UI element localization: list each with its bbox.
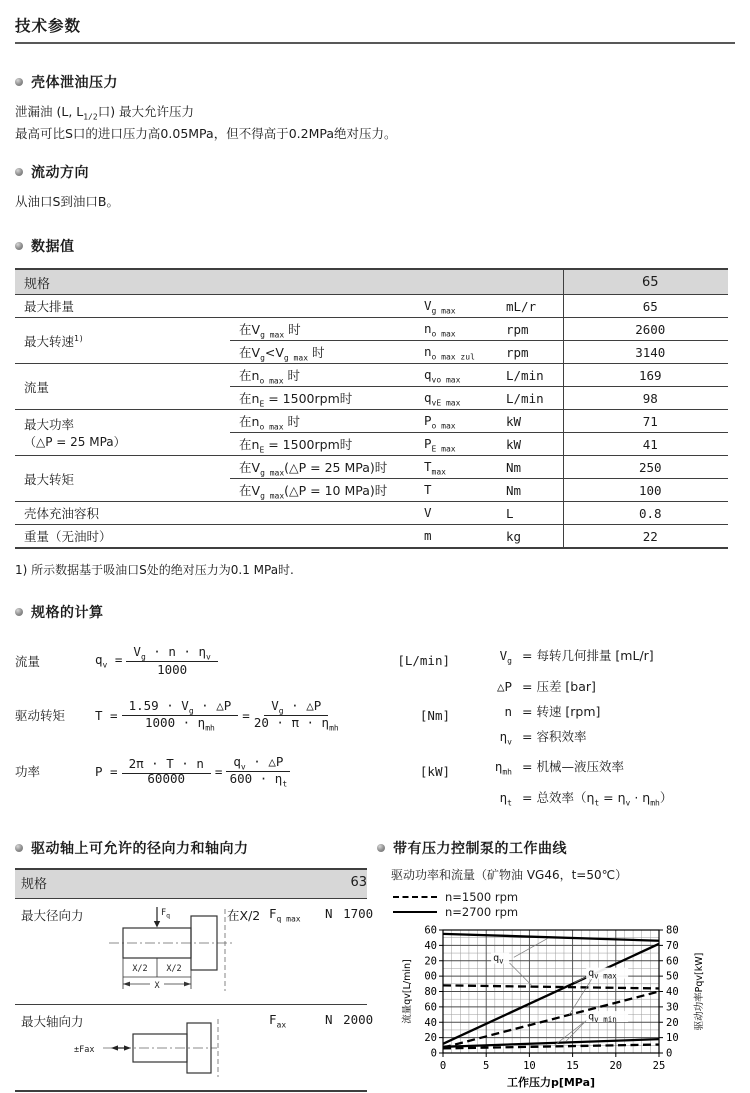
data-values-table: [15, 268, 728, 549]
bullet-icon: [377, 844, 385, 852]
bullet-icon: [15, 78, 23, 86]
svg-text:00: 00: [424, 970, 437, 983]
svg-text:60: 60: [424, 1001, 437, 1014]
svg-text:20: 20: [424, 1032, 437, 1045]
dim-x2-left: X/2: [132, 964, 148, 975]
unit-cell: rpm: [497, 341, 563, 364]
bullet-icon: [15, 168, 23, 176]
unit-cell: Nm: [497, 479, 563, 502]
condition-cell: 在$n_{o max}$ 时: [230, 364, 415, 387]
unit-cell: L/min: [497, 364, 563, 387]
table-footnote: 1) 所示数据基于吸油口S处的绝对压力为0.1 MPa时.: [15, 563, 294, 578]
fq-arrowhead: [154, 921, 160, 928]
unit-cell: kW: [497, 433, 563, 456]
drain-line1-post: 口) 最大允许压力: [97, 104, 195, 119]
table-row: [15, 456, 728, 479]
param-cell: 最大径向力: [15, 899, 105, 1005]
value-cell: 2600: [563, 318, 728, 341]
svg-text:60: 60: [666, 955, 679, 968]
svg-text:15: 15: [566, 1060, 579, 1073]
table-row: [15, 364, 728, 387]
bullet-icon: [15, 844, 23, 852]
section-heading: 带有压力控制泵的工作曲线: [393, 841, 567, 858]
definition-row: $\eta_v$ = 容积效率: [499, 728, 587, 747]
value-cell: 250: [563, 456, 728, 479]
drain-line2: 最高可比S口的进口压力高0.05MPa，但不得高于0.2MPa绝对压力。: [15, 126, 397, 142]
value-cell: 71: [563, 410, 728, 433]
svg-text:20: 20: [666, 1017, 679, 1030]
table-row: [15, 410, 728, 433]
svg-text:80: 80: [666, 924, 679, 937]
drain-line1-sub: 1/2: [83, 112, 98, 122]
header-size-value: 65: [563, 269, 728, 295]
param-cell: 重量（无油时）: [15, 525, 415, 549]
value-cell: 3140: [563, 341, 728, 364]
axial-diagram-cell: [74, 1005, 221, 1092]
definition-row: $\eta_{mh}$ = 机械—液压效率: [494, 759, 624, 777]
svg-text:qv: $q_v$: [493, 953, 504, 966]
legend-item: [393, 889, 735, 904]
condition-cell: 在$n_E = 1500rpm$时: [230, 433, 415, 456]
param-cell: 壳体充油容积: [15, 502, 415, 525]
condition-cell: 在X/2: [221, 899, 263, 1005]
fq-label: $F_q$: [161, 908, 171, 920]
condition-cell: 在$n_E = 1500rpm$时: [230, 387, 415, 410]
section-heading: 驱动轴上可允许的径向力和轴向力: [31, 841, 249, 858]
legend-label: n=1500 rpm: [445, 889, 519, 904]
param-cell: 最大转速$^{1)}$: [15, 318, 230, 364]
unit-cell: L/min: [497, 387, 563, 410]
symbol-cell: V: [415, 502, 497, 525]
svg-text:25: 25: [652, 1060, 666, 1073]
symbol-cell: $q_{vo max}$: [415, 364, 497, 387]
definition-row: $V_g$ = 每转几何排量 [mL/r]: [499, 648, 654, 666]
value-cell: 1700: [337, 899, 367, 1005]
flow-direction-text: 从油口S到油口B。: [15, 194, 120, 210]
definition-row: △P = 压差 [bar]: [496, 678, 596, 694]
unit-cell: mL/r: [497, 295, 563, 318]
svg-text:10: 10: [666, 1032, 679, 1045]
table-row: [15, 525, 728, 549]
svg-text:工作压力p[MPa]: 工作压力p[MPa]: [506, 1076, 596, 1090]
section-heading: 数据值: [31, 239, 75, 256]
table-row: [15, 899, 367, 1005]
formula-unit: [kW]: [419, 763, 450, 779]
definition-row: n = 转速 [rpm]: [504, 703, 601, 719]
value-cell: 22: [563, 525, 728, 549]
section-calculation: [15, 602, 735, 622]
calculation-block: [15, 644, 735, 820]
table-row: [15, 502, 728, 525]
svg-text:40: 40: [666, 986, 679, 999]
table-row: [15, 295, 728, 318]
unit-cell: kW: [497, 410, 563, 433]
unit-cell: rpm: [497, 318, 563, 341]
table-header-row: [15, 869, 367, 899]
condition-cell: 在$V_{g max}$ 时: [230, 318, 415, 341]
symbol-cell: $n_{o max}$: [415, 318, 497, 341]
curves-column: [377, 838, 735, 1093]
unit-cell: Nm: [497, 456, 563, 479]
legend-solid-sample: [393, 911, 437, 913]
formula-unit: [Nm]: [419, 707, 450, 723]
dim-x: X: [154, 981, 160, 992]
section-curves: [377, 838, 735, 858]
section-heading: 规格的计算: [31, 605, 104, 622]
formula-power: 功率 P = 2π · T · n 60000 = $\frac{q_v \cdot \triangle P}{600 \cdot \eta_t}$ [kW]: [15, 753, 450, 789]
condition-cell: 在$V_g<V_{g max}$ 时: [230, 341, 415, 364]
chart-subtitle: 驱动功率和流量（矿物油 VG46，t=50℃）: [391, 868, 628, 883]
bullet-icon: [15, 242, 23, 250]
svg-text:驱动功率Pqv[kW]: 驱动功率Pqv[kW]: [694, 952, 705, 1031]
header-size-value: 63: [337, 869, 367, 899]
table-row: [15, 318, 728, 341]
drain-text: [15, 102, 735, 144]
axial-force-diagram: [73, 1017, 223, 1081]
header-label: 规格: [15, 869, 337, 899]
title-rule: [15, 42, 735, 44]
section-heading: 壳体泄油压力: [31, 75, 118, 91]
unit-cell: kg: [497, 525, 563, 549]
svg-text:qv min: $q_{v min}$: [588, 1011, 617, 1025]
formula-flow: 流量 $q_v$ = $\frac{V_g \cdot n \cdot \eta_v}{1000}$ [L/min]: [15, 644, 450, 677]
bottom-area: [15, 838, 735, 1093]
value-cell: 65: [563, 295, 728, 318]
section-data-values: [15, 236, 735, 256]
drain-line1: 泄漏油 (L, L: [15, 104, 84, 119]
shaft-forces-table: [15, 868, 374, 1092]
value-cell: 0.8: [563, 502, 728, 525]
svg-text:50: 50: [666, 970, 679, 983]
header-label: 规格: [15, 269, 563, 295]
shaft-forces-column: [15, 838, 377, 1093]
symbol-cell: $n_{o max zul}$: [415, 341, 497, 364]
symbol-cell: $T_{max}$: [415, 456, 497, 479]
symbol-cell: $P_{o max}$: [415, 410, 497, 433]
section-flow-direction: [15, 162, 735, 182]
svg-text:80: 80: [424, 986, 437, 999]
value-cell: 100: [563, 479, 728, 502]
symbol-cell: $P_{E max}$: [415, 433, 497, 456]
svg-text:0: 0: [430, 1047, 437, 1060]
param-cell: 流量: [15, 364, 230, 410]
svg-text:70: 70: [666, 940, 679, 953]
table-header-row: [15, 269, 728, 295]
svg-text:40: 40: [424, 1017, 437, 1030]
condition-cell: 在$n_{o max}$ 时: [230, 410, 415, 433]
symbol-cell: T: [415, 479, 497, 502]
svg-text:qv max: $q_{v max}$: [588, 968, 617, 981]
radial-force-diagram: [105, 903, 239, 997]
param-cell: 最大轴向力: [21, 1014, 84, 1030]
unit-cell: N: [319, 899, 337, 1005]
param-cell: 最大功率 （△P = 25 MPa）: [15, 410, 230, 456]
value-cell: 41: [563, 433, 728, 456]
page-title: 技术参数: [15, 17, 82, 35]
condition-cell: [221, 1005, 263, 1092]
value-cell: 98: [563, 387, 728, 410]
fax-label: ±Fax: [74, 1045, 95, 1056]
pump-curves-chart: [397, 921, 719, 1093]
condition-cell: [230, 295, 415, 318]
table-row: [15, 1005, 367, 1092]
value-cell: 169: [563, 364, 728, 387]
condition-cell: 在$V_{g max}(\triangle P = 25$ MPa)时: [230, 456, 415, 479]
definition-row: $\eta_t$ = 总效率$(\eta_t = \eta_v \cdot \eta_{mh})$: [499, 789, 673, 808]
formula-unit: [L/min]: [397, 653, 450, 669]
symbol-cell: $V_{g max}$: [415, 295, 497, 318]
svg-text:20: 20: [609, 1060, 623, 1073]
svg-text:流量qv[L/min]: 流量qv[L/min]: [402, 959, 413, 1025]
value-cell: 2000: [343, 1012, 374, 1028]
chart-legend: [393, 889, 735, 919]
condition-cell: 在$V_{g max}(\triangle P = 10$ MPa)时: [230, 479, 415, 502]
formulas: [15, 644, 450, 820]
svg-text:0: 0: [666, 1047, 673, 1060]
legend-dashed-sample: [393, 896, 437, 898]
section-heading: 流动方向: [31, 165, 89, 182]
svg-text:30: 30: [666, 1001, 679, 1014]
svg-text:5: 5: [483, 1060, 490, 1073]
dim-x2-right: X/2: [166, 964, 182, 975]
symbol-cell: m: [415, 525, 497, 549]
unit-cell: N: [325, 1012, 333, 1028]
svg-text:10: 10: [523, 1060, 536, 1073]
svg-text:20: 20: [424, 955, 437, 968]
svg-text:0: 0: [439, 1060, 447, 1073]
symbol-cell: $q_{vE max}$: [415, 387, 497, 410]
param-cell: 最大转矩: [15, 456, 230, 502]
legend-item: [393, 904, 735, 919]
section-drain-pressure: [15, 72, 735, 92]
param-cell: 最大排量: [15, 295, 230, 318]
variable-definitions: [450, 644, 672, 820]
unit-cell: L: [497, 502, 563, 525]
symbol-cell: $F_{q max}$: [263, 899, 319, 1005]
svg-text:40: 40: [424, 940, 437, 953]
formula-torque: 驱动转矩 T = $\frac{1.59 \cdot V_g \cdot \triangle P}{1000 \cdot \eta_{mh}}$ = $\frac{V_g \cdot \triangle P}{20 \cdot \pi \cdot \eta_{mh}}$ [Nm]: [15, 697, 450, 733]
radial-diagram-cell: [105, 899, 221, 1005]
bullet-icon: [15, 608, 23, 616]
legend-label: n=2700 rpm: [445, 904, 519, 919]
symbol-cell: $F_{ax}$: [269, 1012, 287, 1030]
section-shaft-forces: [15, 838, 377, 858]
svg-text:60: 60: [424, 924, 437, 937]
